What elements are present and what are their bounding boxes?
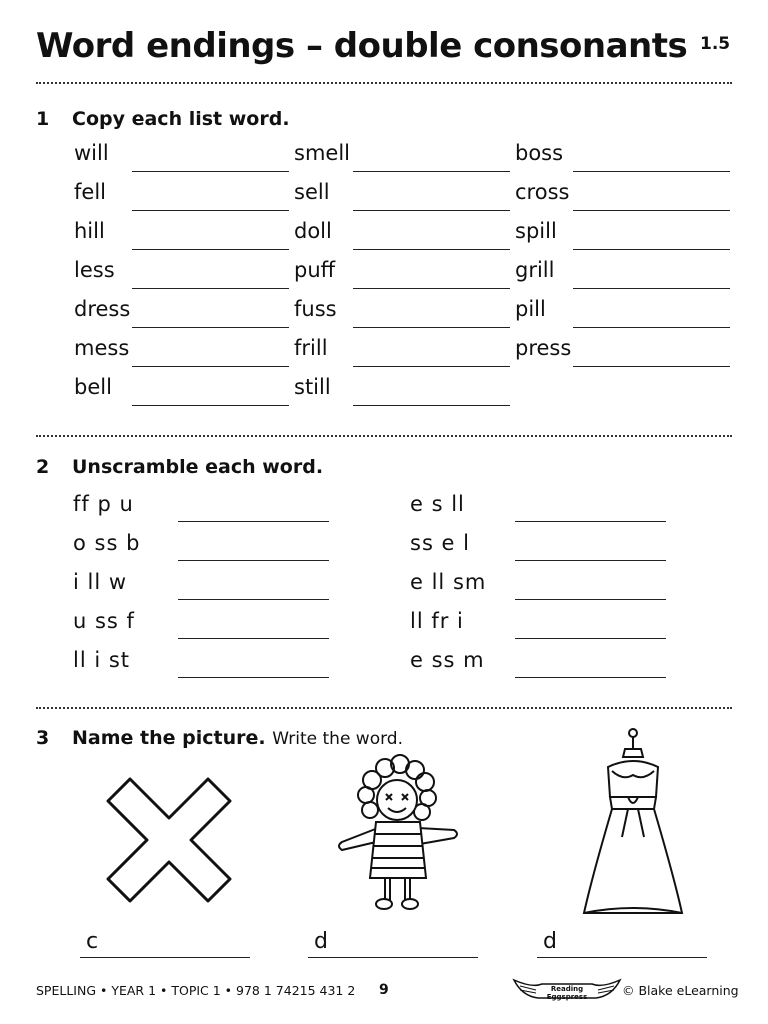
list-word: will xyxy=(74,141,109,165)
svg-text:Reading: Reading xyxy=(550,985,584,993)
answer-line[interactable] xyxy=(178,599,329,600)
answer-line[interactable] xyxy=(573,249,730,250)
list-word: fuss xyxy=(294,297,337,321)
answer-line[interactable] xyxy=(80,957,250,958)
answer-line[interactable] xyxy=(515,638,666,639)
instruction-normal: Write the word. xyxy=(272,729,403,749)
divider xyxy=(36,707,732,709)
doll-icon xyxy=(330,750,465,915)
dress-icon xyxy=(578,727,688,917)
list-word: smell xyxy=(294,141,350,165)
answer-line[interactable] xyxy=(515,677,666,678)
scrambled-word: ll fr i xyxy=(410,609,464,633)
list-word: frill xyxy=(294,336,328,360)
list-word: less xyxy=(74,258,115,282)
starting-letter: d xyxy=(314,929,328,954)
list-word: boss xyxy=(515,141,564,165)
answer-line[interactable] xyxy=(132,171,289,172)
answer-line[interactable] xyxy=(515,599,666,600)
footer-book-info: SPELLING • YEAR 1 • TOPIC 1 • 978 1 74215 431 2 xyxy=(36,983,356,998)
svg-text:Eggspress: Eggspress xyxy=(546,993,588,1001)
answer-line[interactable] xyxy=(132,249,289,250)
answer-line[interactable] xyxy=(132,210,289,211)
answer-line[interactable] xyxy=(573,366,730,367)
answer-line[interactable] xyxy=(353,210,510,211)
starting-letter: d xyxy=(543,929,557,954)
cross-icon xyxy=(104,775,234,905)
list-word: sell xyxy=(294,180,330,204)
answer-line[interactable] xyxy=(178,560,329,561)
starting-letter: c xyxy=(86,929,99,954)
list-word: hill xyxy=(74,219,105,243)
answer-line[interactable] xyxy=(132,288,289,289)
page-title: Word endings – double consonants xyxy=(36,26,688,66)
scrambled-word: e ss m xyxy=(410,648,485,672)
list-word: puff xyxy=(294,258,336,282)
scrambled-word: ll i st xyxy=(73,648,131,672)
question-number: 1 xyxy=(36,108,50,130)
answer-line[interactable] xyxy=(573,288,730,289)
scrambled-word: e s ll xyxy=(410,492,465,516)
list-word: pill xyxy=(515,297,546,321)
scrambled-word: o ss b xyxy=(73,531,141,555)
answer-line[interactable] xyxy=(353,249,510,250)
answer-line[interactable] xyxy=(353,405,510,406)
answer-line[interactable] xyxy=(515,521,666,522)
answer-line[interactable] xyxy=(515,560,666,561)
answer-line[interactable] xyxy=(353,366,510,367)
divider xyxy=(36,82,732,84)
page-number: 9 xyxy=(379,982,389,998)
question-instruction: Unscramble each word. xyxy=(72,456,324,478)
scrambled-word: u ss f xyxy=(73,609,135,633)
answer-line[interactable] xyxy=(178,638,329,639)
scrambled-word: i ll w xyxy=(73,570,128,594)
question-instruction xyxy=(72,727,403,749)
copyright: © Blake eLearning xyxy=(622,983,739,998)
list-word: doll xyxy=(294,219,332,243)
scrambled-word: ff p u xyxy=(73,492,134,516)
answer-line[interactable] xyxy=(573,171,730,172)
divider xyxy=(36,435,732,437)
scrambled-word: ss e l xyxy=(410,531,470,555)
answer-line[interactable] xyxy=(353,171,510,172)
instruction-bold: Name the picture. xyxy=(72,727,266,749)
list-word: dress xyxy=(74,297,131,321)
answer-line[interactable] xyxy=(573,327,730,328)
list-word: grill xyxy=(515,258,555,282)
list-word: cross xyxy=(515,180,570,204)
answer-line[interactable] xyxy=(353,288,510,289)
answer-line[interactable] xyxy=(308,957,478,958)
answer-line[interactable] xyxy=(132,405,289,406)
scrambled-word: e ll sm xyxy=(410,570,487,594)
list-word: spill xyxy=(515,219,557,243)
question-number: 3 xyxy=(36,727,50,749)
list-word: still xyxy=(294,375,331,399)
question-instruction: Copy each list word. xyxy=(72,108,290,130)
answer-line[interactable] xyxy=(132,366,289,367)
answer-line[interactable] xyxy=(573,210,730,211)
list-word: fell xyxy=(74,180,106,204)
answer-line[interactable] xyxy=(353,327,510,328)
list-word: mess xyxy=(74,336,130,360)
page-code: 1.5 xyxy=(700,34,731,54)
answer-line[interactable] xyxy=(132,327,289,328)
answer-line[interactable] xyxy=(178,521,329,522)
question-number: 2 xyxy=(36,456,50,478)
answer-line[interactable] xyxy=(178,677,329,678)
answer-line[interactable] xyxy=(537,957,707,958)
list-word: press xyxy=(515,336,572,360)
list-word: bell xyxy=(74,375,112,399)
reading-eggspress-logo xyxy=(512,974,622,1008)
